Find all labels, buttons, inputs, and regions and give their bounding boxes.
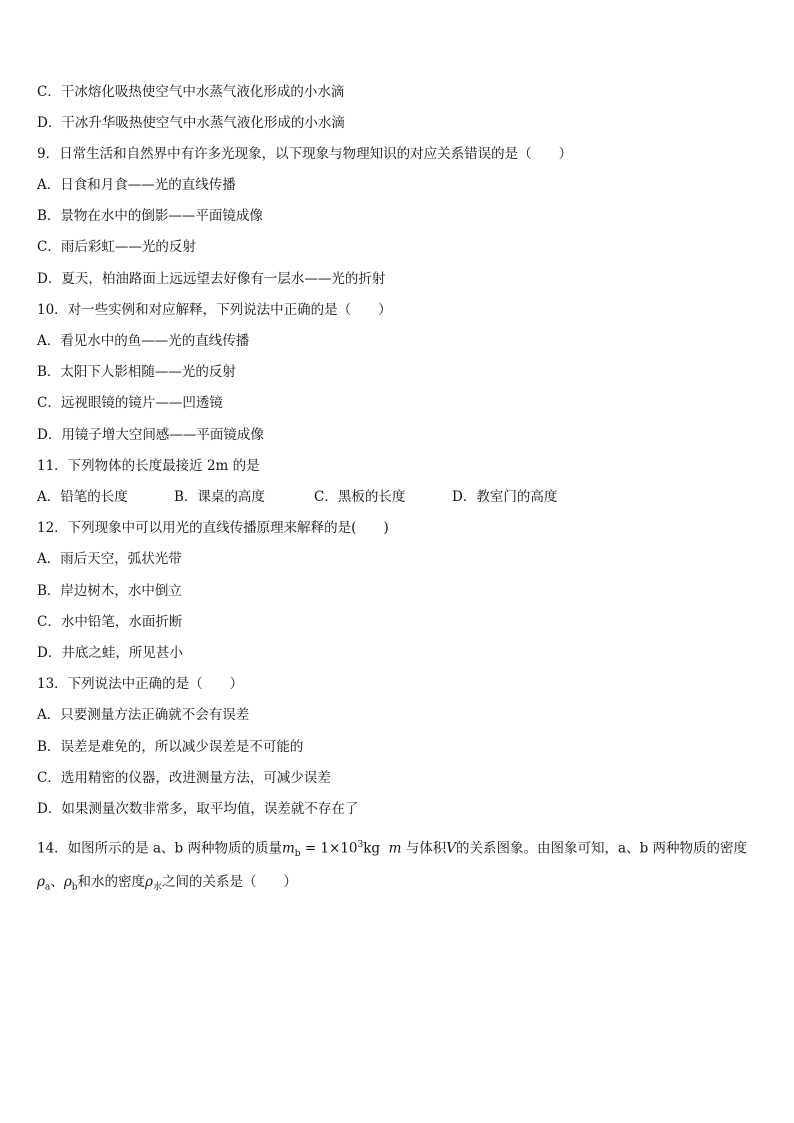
- q9-option-d: D．夏天，柏油路面上远远望去好像有一层水——光的折射: [37, 271, 386, 287]
- q13-option-b: B．误差是难免的，所以减少误差是不可能的: [37, 739, 304, 755]
- q11-option-a: A．铅笔的长度: [37, 489, 128, 505]
- q14-mass-symbol: m: [281, 840, 295, 857]
- q12-option-c: C．水中铅笔，水面折断: [37, 614, 183, 630]
- q9-option-a: A．日食和月食——光的直线传播: [37, 177, 236, 193]
- q13-option-c: C．选用精密的仪器，改进测量方法，可减少误差: [37, 770, 331, 786]
- q12-option-a: A．雨后天空，弧状光带: [37, 551, 182, 567]
- q14-volume-symbol: V: [446, 840, 457, 857]
- q11-option-b: B．课桌的高度: [174, 489, 265, 505]
- q11-option-c: C．黑板的长度: [314, 489, 406, 505]
- q11-option-d: D．教室门的高度: [452, 489, 558, 505]
- q10-stem: 10．对一些实例和对应解释，下列说法中正确的是（ ）: [37, 302, 392, 318]
- q12-option-b: B．岸边树木，水中倒立: [37, 583, 182, 599]
- q13-option-a: A．只要测量方法正确就不会有误差: [37, 707, 250, 723]
- q10-option-d: D．用镜子增大空间感——平面镜成像: [37, 427, 264, 443]
- q10-option-c: C．远视眼镜的镜片——凹透镜: [37, 395, 223, 411]
- q9-option-c: C．雨后彩虹——光的反射: [37, 239, 196, 255]
- q10-option-a: A．看见水中的鱼——光的直线传播: [37, 333, 250, 349]
- q12-option-d: D．井底之蛙，所见甚小: [37, 645, 183, 661]
- q14-stem-line2: $\rho_a$、$\rho_b$和水的密度$\rho_水$之间的关系是（ ）: [37, 874, 297, 893]
- q9-option-b: B．景物在水中的倒影——平面镜成像: [37, 208, 263, 224]
- q8-option-d: D．干冰升华吸热使空气中水蒸气液化形成的小水滴: [37, 115, 345, 131]
- q9-stem: 9．日常生活和自然界中有许多光现象，以下现象与物理知识的对应关系错误的是（ ）: [37, 146, 573, 162]
- q13-option-d: D．如果测量次数非常多，取平均值，误差就不存在了: [37, 801, 359, 817]
- q14-stem-line1: 14．如图所示的是 a、b 两种物质的质量$m_b = 1\times 10^3kg$ m 与体积V的关系图象。由图象可知，a、b 两种物质的密度: [37, 840, 748, 860]
- q8-option-c: C．干冰熔化吸热使空气中水蒸气液化形成的小水滴: [37, 84, 345, 100]
- q13-stem: 13．下列说法中正确的是（ ）: [37, 676, 244, 692]
- q11-stem: 11．下列物体的长度最接近 2m 的是: [37, 458, 260, 474]
- q12-stem: 12．下列现象中可以用光的直线传播原理来解释的是( ): [37, 520, 389, 536]
- q11-options: [37, 488, 557, 506]
- q10-option-b: B．太阳下人影相随——光的反射: [37, 364, 236, 380]
